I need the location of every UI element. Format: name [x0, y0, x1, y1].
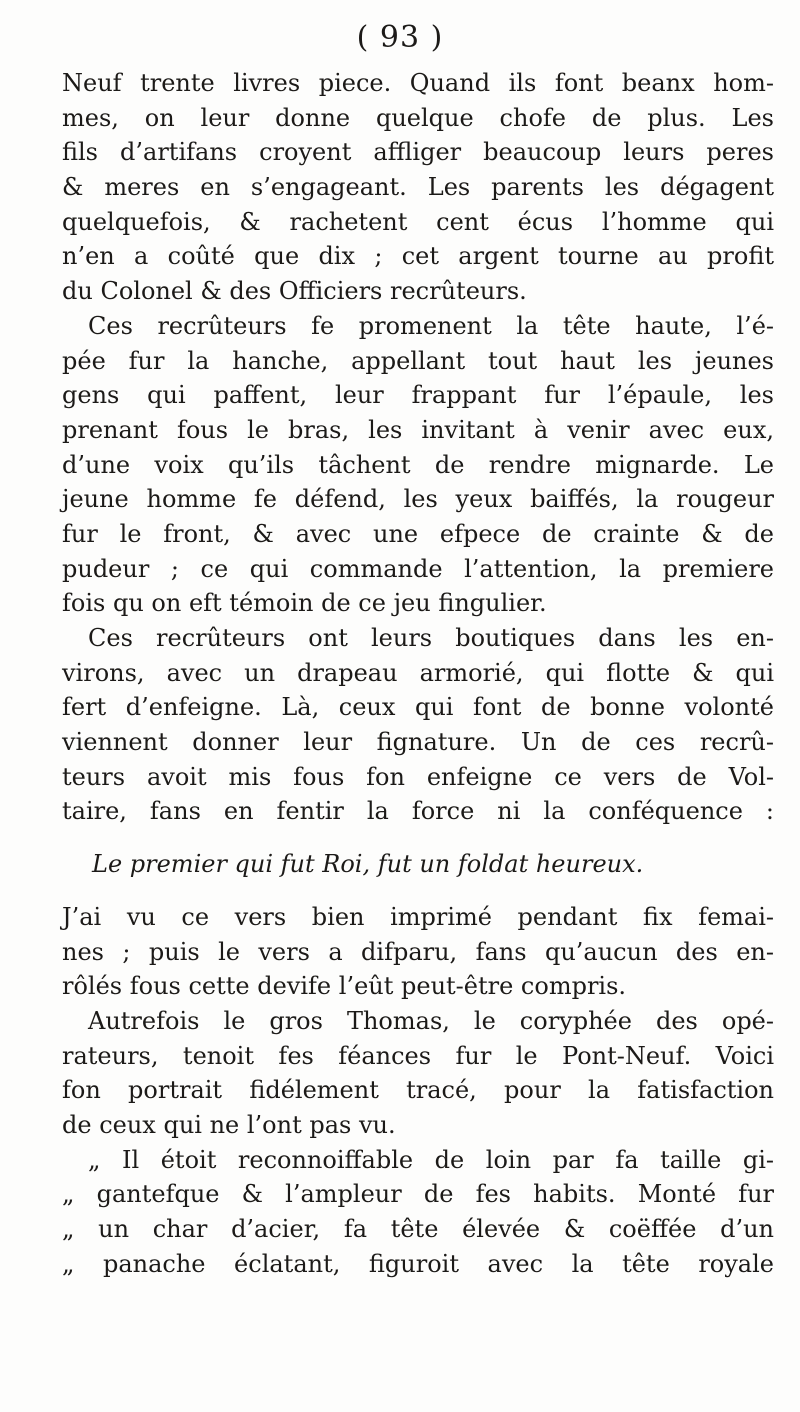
text-line: Neuf trente livres piece. Quand ils font beanx hom-: [62, 69, 774, 97]
text-line: pée fur la hanche, appellant tout haut les jeunes: [62, 346, 774, 375]
quoted-verse: Le premier qui fut Roi, fut un foldat heureux.: [92, 850, 644, 879]
text-line: rôlés fous cette devife l’eût peut-être compris.: [62, 972, 627, 1001]
text-line: gens qui paffent, leur frappant fur l’épaule, les: [62, 381, 774, 410]
text-line: fois qu on eft témoin de ce jeu fingulier.: [62, 589, 547, 618]
text-line: „ Il étoit reconnoiffable de loin par fa taille gi-: [88, 1145, 774, 1174]
text-line: quelquefois, & rachetent cent écus l’homme qui: [62, 207, 774, 236]
text-line: fon portrait fidélement tracé, pour la fatisfaction: [62, 1076, 774, 1105]
text-line: „ gantefque & l’ampleur de fes habits. Monté fur: [62, 1180, 774, 1209]
text-line: n’en a coûté que dix ; cet argent tourne au profit: [62, 242, 774, 271]
text-line: prenant fous le bras, les invitant à venir avec eux,: [62, 415, 774, 444]
text-line: rateurs, tenoit fes féances fur le Pont-Neuf. Voici: [62, 1041, 774, 1070]
text-line: virons, avec un drapeau armorié, qui flotte & qui: [62, 658, 774, 687]
text-line: taire, fans en fentir la force ni la conféquence :: [62, 797, 774, 826]
text-line: Ces recrûteurs fe promenent la tête haute, l’é-: [88, 311, 774, 340]
text-line: J’ai vu ce vers bien imprimé pendant fix femai-: [62, 902, 774, 931]
text-line: Autrefois le gros Thomas, le coryphée des opé-: [88, 1006, 774, 1035]
text-line: fils d’artifans croyent affliger beaucoup leurs peres: [62, 138, 774, 167]
text-line: d’une voix qu’ils tâchent de rendre mignarde. Le: [62, 450, 774, 479]
text-line: Ces recrûteurs ont leurs boutiques dans les en-: [88, 624, 774, 652]
text-line: viennent donner leur fignature. Un de ces recrû-: [62, 728, 774, 757]
text-line: nes ; puis le vers a difparu, fans qu’aucun des en-: [62, 937, 774, 966]
text-line: fert d’enfeigne. Là, ceux qui font de bonne volonté: [62, 693, 774, 722]
text-line: teurs avoit mis fous fon enfeigne ce vers de Vol-: [62, 762, 774, 791]
text-line: pudeur ; ce qui commande l’attention, la premiere: [62, 554, 774, 583]
page-number: ( 93 ): [356, 20, 444, 55]
text-line: „ panache éclatant, figuroit avec la tête royale: [62, 1249, 774, 1278]
text-line: jeune homme fe défend, les yeux baiffés, la rougeur: [62, 485, 774, 514]
text-line: & meres en s’engageant. Les parents les dégagent: [62, 173, 774, 202]
text-line: mes, on leur donne quelque chofe de plus. Les: [62, 103, 774, 132]
text-line: du Colonel & des Officiers recrûteurs.: [62, 277, 527, 306]
body-text: [62, 66, 774, 1281]
text-line: fur le front, & avec une efpece de crainte & de: [62, 519, 774, 548]
text-line: „ un char d’acier, fa tête élevée & coëffée d’un: [62, 1215, 774, 1243]
text-line: de ceux qui ne l’ont pas vu.: [62, 1110, 396, 1139]
